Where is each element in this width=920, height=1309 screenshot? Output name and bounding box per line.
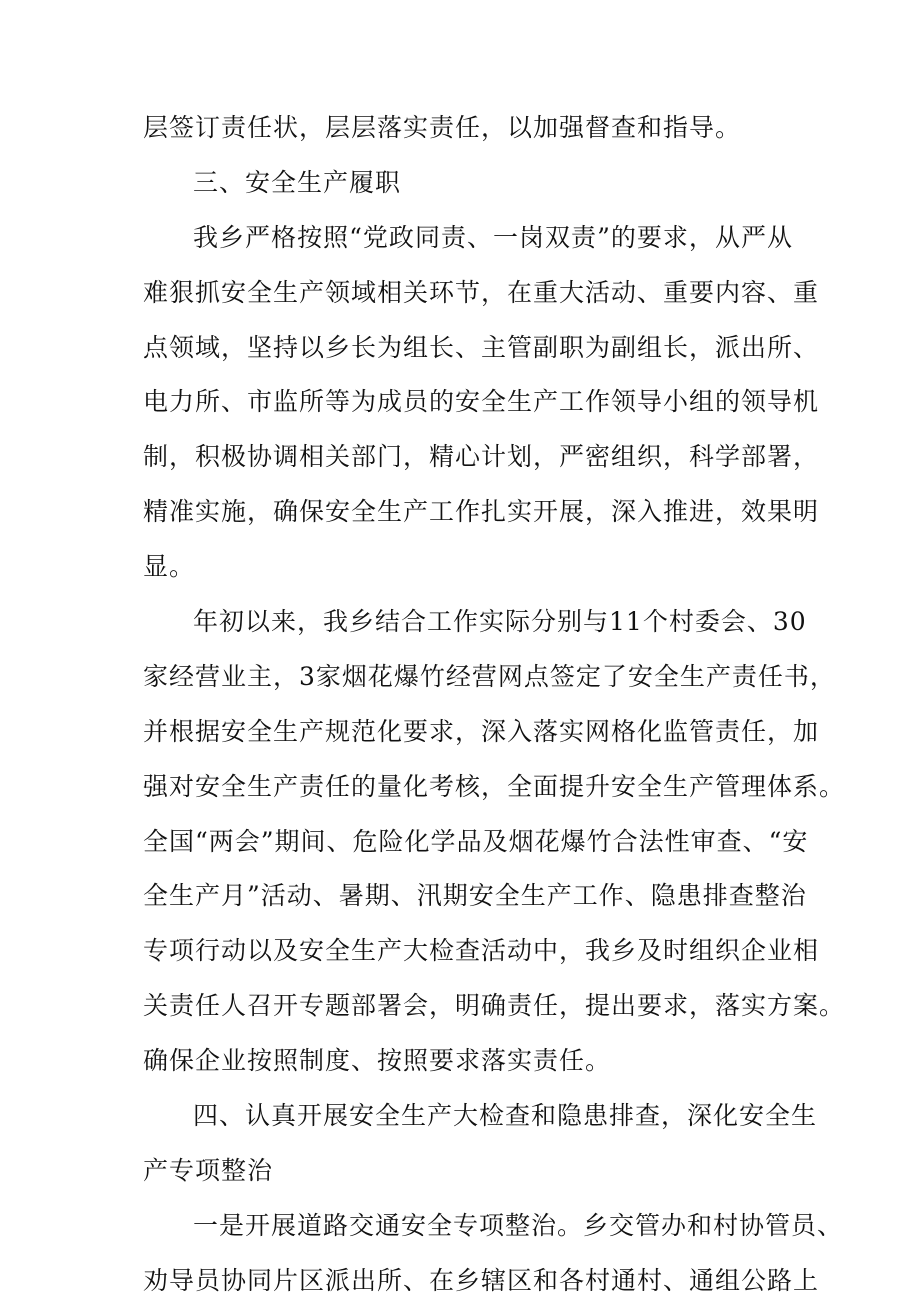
text-line: 点领域，坚持以乡长为组长、主管副职为副组长，派出所、 (143, 332, 820, 362)
text-line: 显。 (143, 552, 196, 582)
text-line: 家经营业主，3家烟花爆竹经营网点签定了安全生产责任书， (143, 661, 836, 691)
text-line: 精准实施，确保安全生产工作扎实开展，深入推进，效果明 (143, 497, 820, 527)
text-line: 确保企业按照制度、按照要求落实责任。 (143, 1046, 612, 1076)
text-line: 难狠抓安全生产领域相关环节，在重大活动、重要内容、重 (143, 277, 820, 307)
text-line: 全生产月”活动、暑期、汛期安全生产工作、隐患排查整治 (143, 881, 807, 911)
text-line: 专项行动以及安全生产大检查活动中，我乡及时组织企业相 (143, 936, 820, 966)
text-line: 并根据安全生产规范化要求，深入落实网格化监管责任，加 (143, 716, 820, 746)
text-line: 全国“两会”期间、危险化学品及烟花爆竹合法性审查、“安 (143, 826, 809, 856)
text-line: 层签订责任状，层层落实责任，以加强督查和指导。 (143, 113, 742, 142)
text-line: 电力所、市监所等为成员的安全生产工作领导小组的领导机 (143, 387, 820, 417)
text-line: 年初以来，我乡结合工作实际分别与11个村委会、30 (193, 607, 807, 637)
section-heading: 四、认真开展安全生产大检查和隐患排查，深化安全生 (193, 1101, 818, 1131)
section-heading: 三、安全生产履职 (193, 167, 402, 197)
section-heading: 产专项整治 (143, 1155, 274, 1185)
text-line: 强对安全生产责任的量化考核，全面提升安全生产管理体系。 (143, 771, 846, 801)
text-line: 我乡严格按照“党政同责、一岗双责”的要求，从严从 (193, 222, 793, 252)
text-line: 劝导员协同片区派出所、在乡辖区和各村通村、通组公路上 (143, 1265, 820, 1295)
text-line: 关责任人召开专题部署会，明确责任，提出要求，落实方案。 (143, 991, 846, 1021)
document-body (143, 101, 846, 1309)
text-line: 一是开展道路交通安全专项整治。乡交管办和村协管员、 (193, 1210, 844, 1240)
text-line: 制，积极协调相关部门，精心计划，严密组织，科学部署， (143, 442, 820, 472)
